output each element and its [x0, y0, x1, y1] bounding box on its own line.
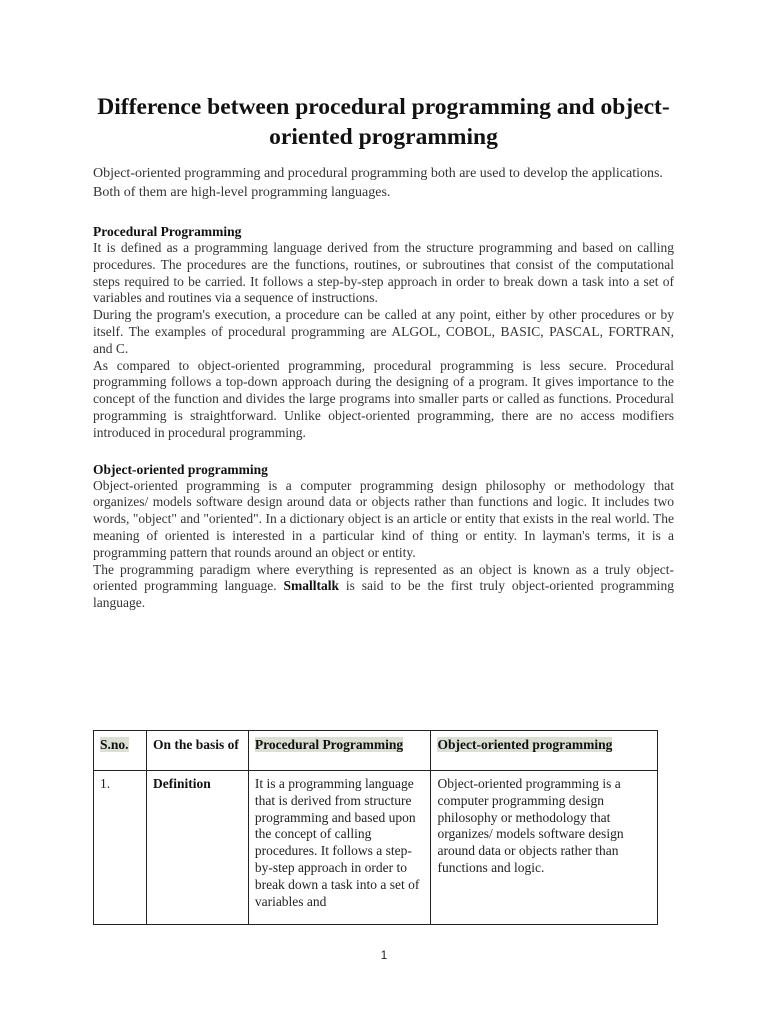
oop-paragraph-1: Object-oriented programming is a computer programming design philosophy or methodology that organizes/ models software design around data or objects rather than functions and logic. It includes two words, "object" and "oriented". In a dictionary object is an article or entity that exists in the real world. The meaning of oriented is interested in a particular kind of thing or entity. In layman's terms, it is a programming pattern that rounds around an object or entity.: [93, 477, 674, 560]
document-title: Difference between procedural programming and object-oriented programming: [97, 94, 670, 150]
cell-oop: Object-oriented programming is a computer programming design philosophy or methodology that organizes/ models software design around data or objects rather than functions and logic.: [431, 771, 658, 925]
comparison-table: [93, 730, 658, 925]
table-row: [94, 771, 658, 925]
header-cell-oop: Object-oriented programming: [431, 731, 658, 771]
header-cell-sno: S.no.: [94, 731, 147, 771]
oop-paragraph-2-end: is said to be the first truly object-oriented programming language.: [93, 578, 674, 611]
cell-sno: 1.: [94, 771, 147, 925]
procedural-paragraph-2: During the program's execution, a procedure can be called at any point, either by other procedures or by itself. The examples of procedural programming are ALGOL, COBOL, BASIC, PASCAL, FORTRAN, and C.: [93, 307, 674, 356]
page-number: 1: [380, 948, 388, 962]
cell-basis: Definition: [146, 771, 248, 925]
document-page: [93, 92, 674, 612]
table-header-row: [94, 731, 658, 771]
header-cell-basis: On the basis of: [146, 731, 248, 771]
header-cell-procedural: Procedural Programming: [248, 731, 431, 771]
smalltalk-term: Smalltalk: [283, 578, 340, 594]
oop-paragraph-2: [93, 562, 674, 612]
procedural-paragraph-1: It is defined as a programming language derived from the structure programming and based on calling procedures. The procedures are the functions, routines, or subroutines that consist of the computational steps required to be carried. It follows a step-by-step approach in order to break down a task into a set of variables and routines via a sequence of instructions.: [93, 240, 674, 306]
oop-paragraph-2-start: The programming paradigm where everything is represented as an object is known as a truly object-oriented programming language.: [93, 561, 674, 594]
intro-paragraph: Object-oriented programming and procedural programming both are used to develop the applications. Both of them are high-level programming languages.: [93, 166, 663, 200]
procedural-paragraph-3: As compared to object-oriented programming, procedural programming is less secure. Procedural programming follows a top-down approach during the designing of a program. It gives importance to the concept of the function and divides the large programs into smaller parts or called as functions. Procedural programming is straightforward. Unlike object-oriented programming, there are no access modifiers introduced in procedural programming.: [93, 357, 674, 440]
oop-heading: Object-oriented programming: [93, 461, 268, 477]
procedural-heading: Procedural Programming: [93, 224, 242, 239]
cell-procedural: It is a programming language that is derived from structure programming and based upon the concept of calling procedures. It follows a step-by-step approach in order to break down a task into a set of variables and: [248, 771, 431, 925]
